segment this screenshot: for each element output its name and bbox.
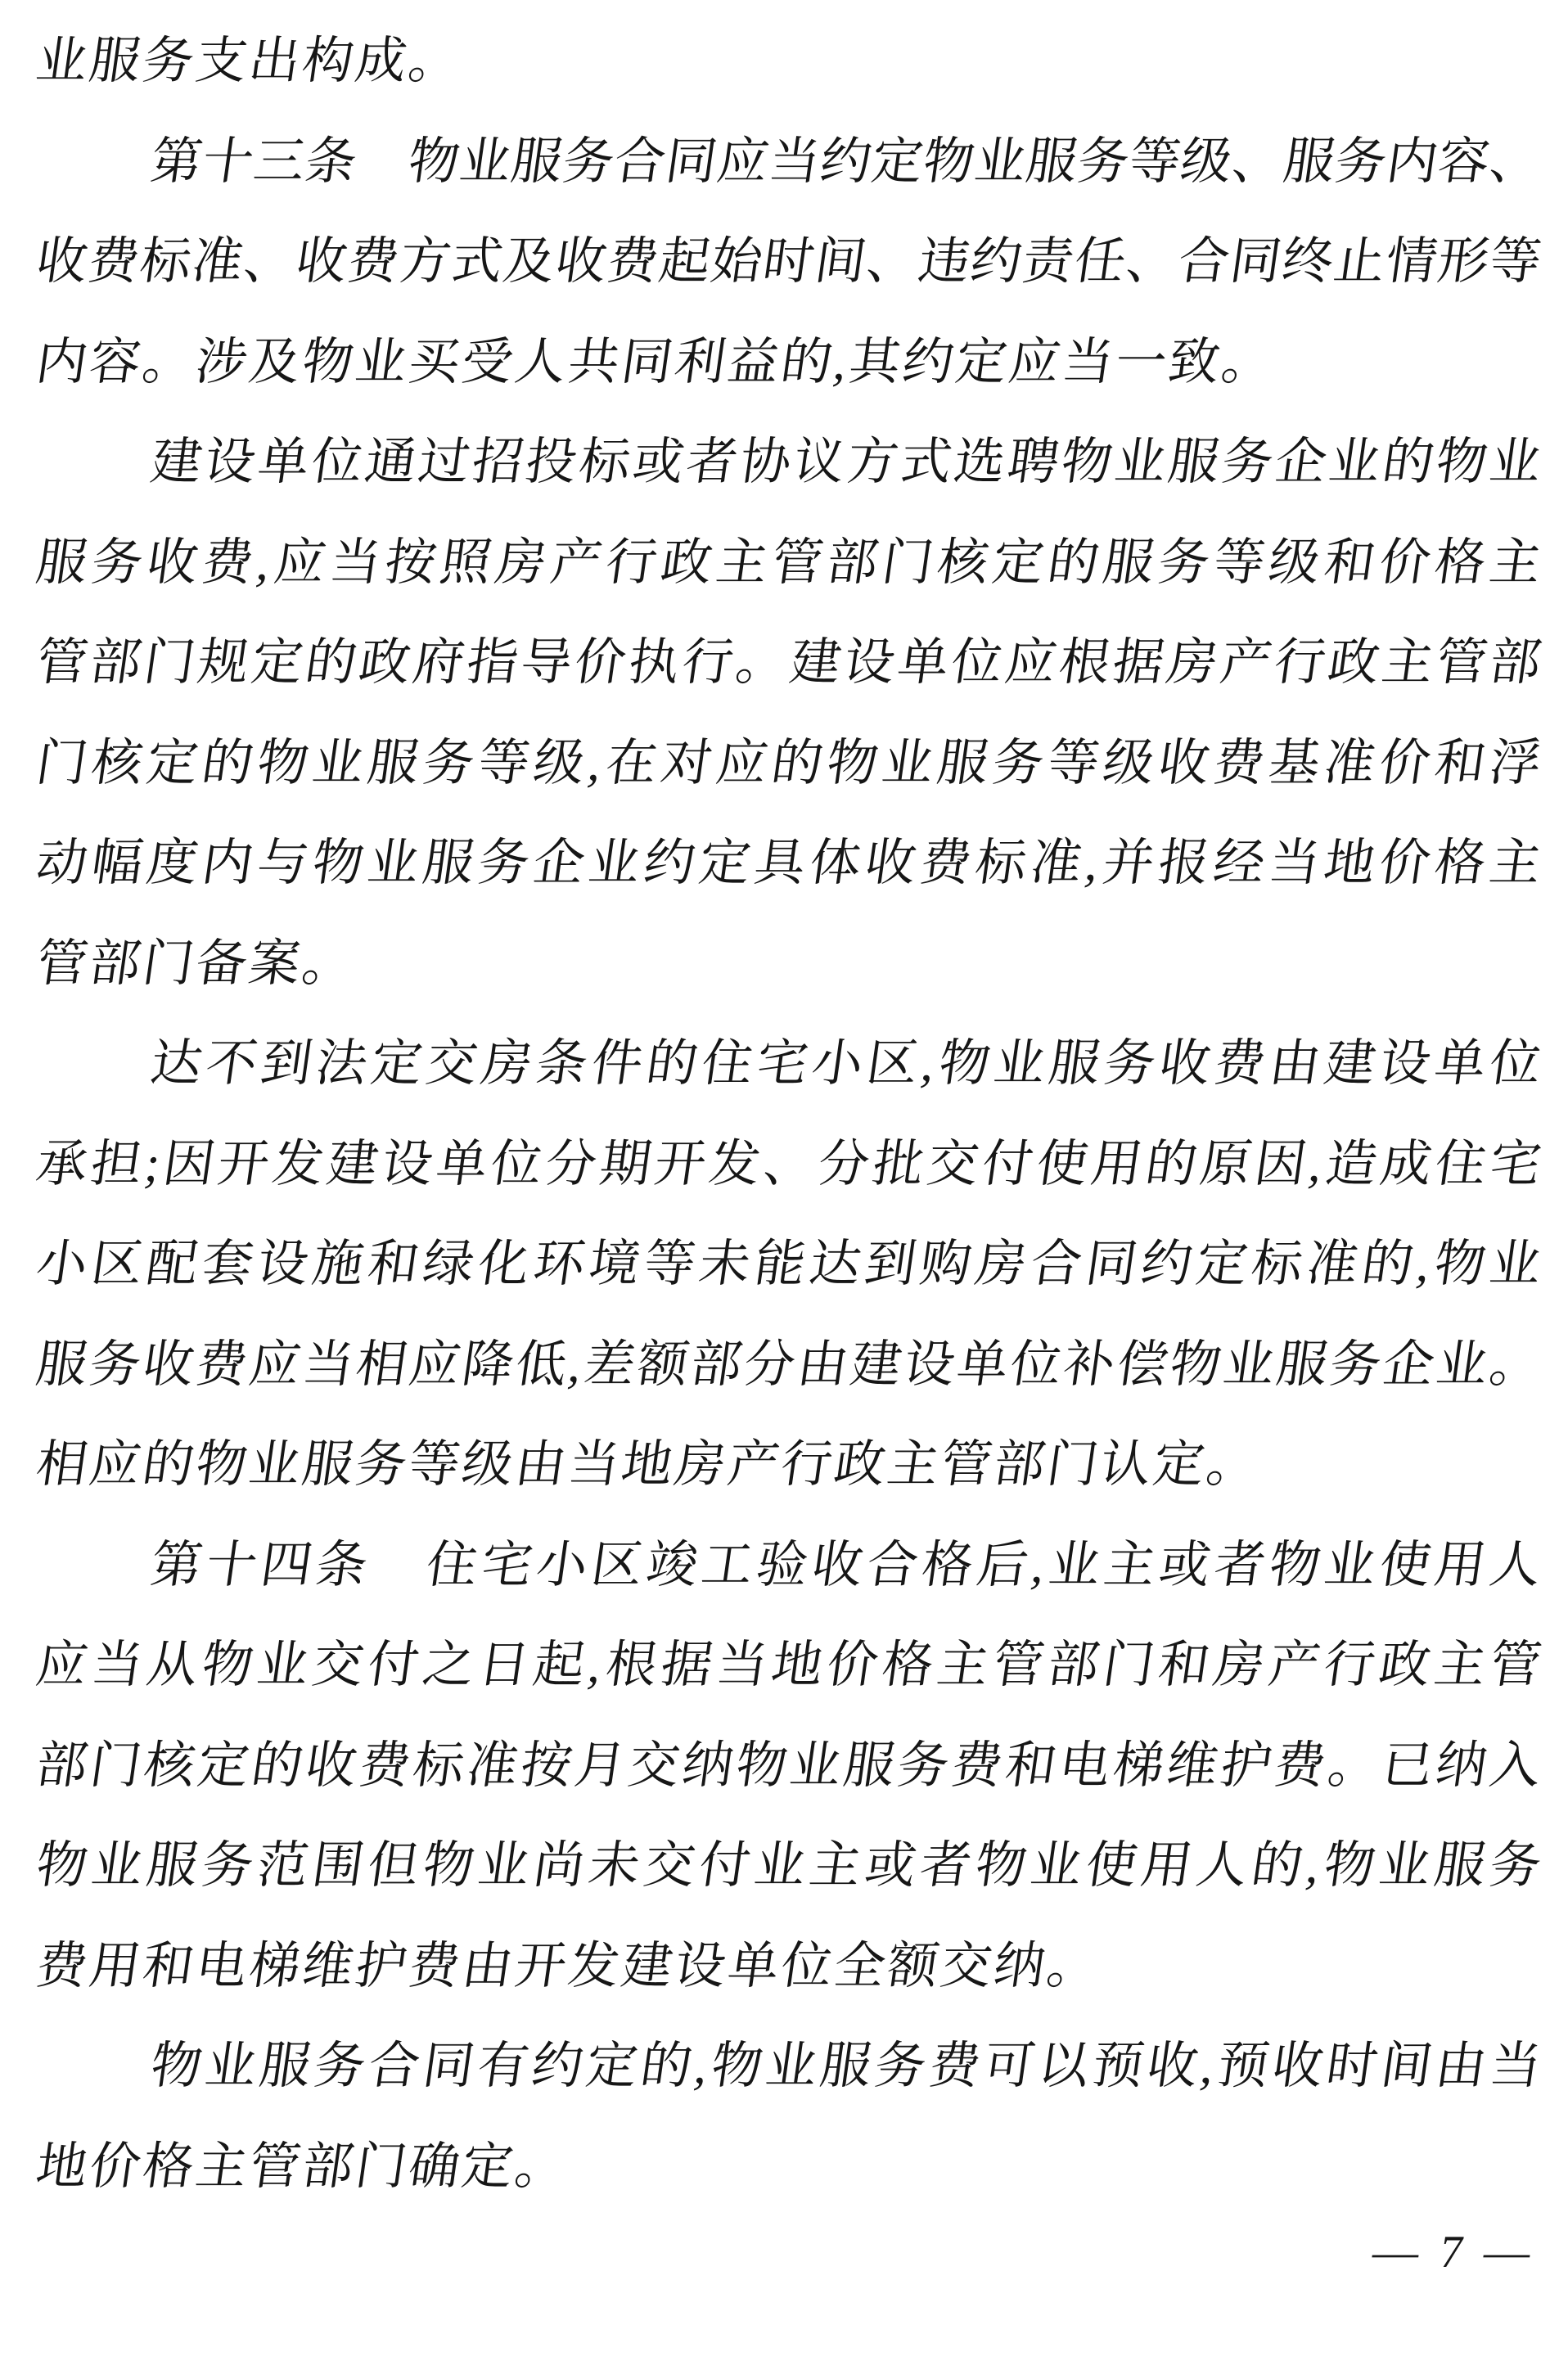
text-line: 物业服务范围但物业尚未交付业主或者物业使用人的,物业服务 xyxy=(32,1838,1545,1894)
text-line: 相应的物业服务等级由当地房产行政主管部门认定。 xyxy=(32,1437,1264,1493)
text-line: 服务收费,应当按照房产行政主管部门核定的服务等级和价格主 xyxy=(32,534,1545,591)
text-line: 小区配套设施和绿化环境等未能达到购房合同约定标准的,物业 xyxy=(32,1237,1545,1292)
text-line: 收费标准、收费方式及收费起始时间、违约责任、合同终止情形等 xyxy=(32,234,1545,290)
text-line: 物业服务合同有约定的,物业服务费可以预收,预收时间由当 xyxy=(146,2039,1545,2094)
text-line: 承担;因开发建设单位分期开发、分批交付使用的原因,造成住宅 xyxy=(32,1136,1545,1192)
text-line: 内容。涉及物业买受人共同利益的,其约定应当一致。 xyxy=(32,334,1279,390)
text-line: 动幅度内与物业服务企业约定具体收费标准,并报经当地价格主 xyxy=(32,836,1545,891)
text-line: 管部门备案。 xyxy=(32,935,360,992)
text-line: 第十三条 物业服务合同应当约定物业服务等级、服务内容、 xyxy=(146,133,1545,190)
text-line: 建设单位通过招投标或者协议方式选聘物业服务企业的物业 xyxy=(146,435,1545,490)
page-footer xyxy=(1368,2219,1539,2285)
page-number: — 7 — xyxy=(1369,2227,1539,2278)
text-line: 达不到法定交房条件的住宅小区,物业服务收费由建设单位 xyxy=(146,1036,1545,1092)
text-line: 应当从物业交付之日起,根据当地价格主管部门和房产行政主管 xyxy=(32,1638,1545,1693)
text-line: 部门核定的收费标准按月交纳物业服务费和电梯维护费。已纳入 xyxy=(32,1737,1545,1794)
text-line: 服务收费应当相应降低,差额部分由建设单位补偿物业服务企业。 xyxy=(32,1336,1545,1393)
text-line: 地价格主管部门确定。 xyxy=(32,2138,573,2195)
text-line: 门核定的物业服务等级,在对应的物业服务等级收费基准价和浮 xyxy=(32,735,1545,791)
text-line: 费用和电梯维护费由开发建设单位全额交纳。 xyxy=(32,1938,1105,1994)
text-line: 管部门规定的政府指导价执行。建设单位应根据房产行政主管部 xyxy=(32,635,1545,691)
document-body xyxy=(29,11,1545,2217)
text-line: 业服务支出构成。 xyxy=(32,34,466,89)
text-line: 第十四条 住宅小区竣工验收合格后,业主或者物业使用人 xyxy=(146,1537,1545,1593)
